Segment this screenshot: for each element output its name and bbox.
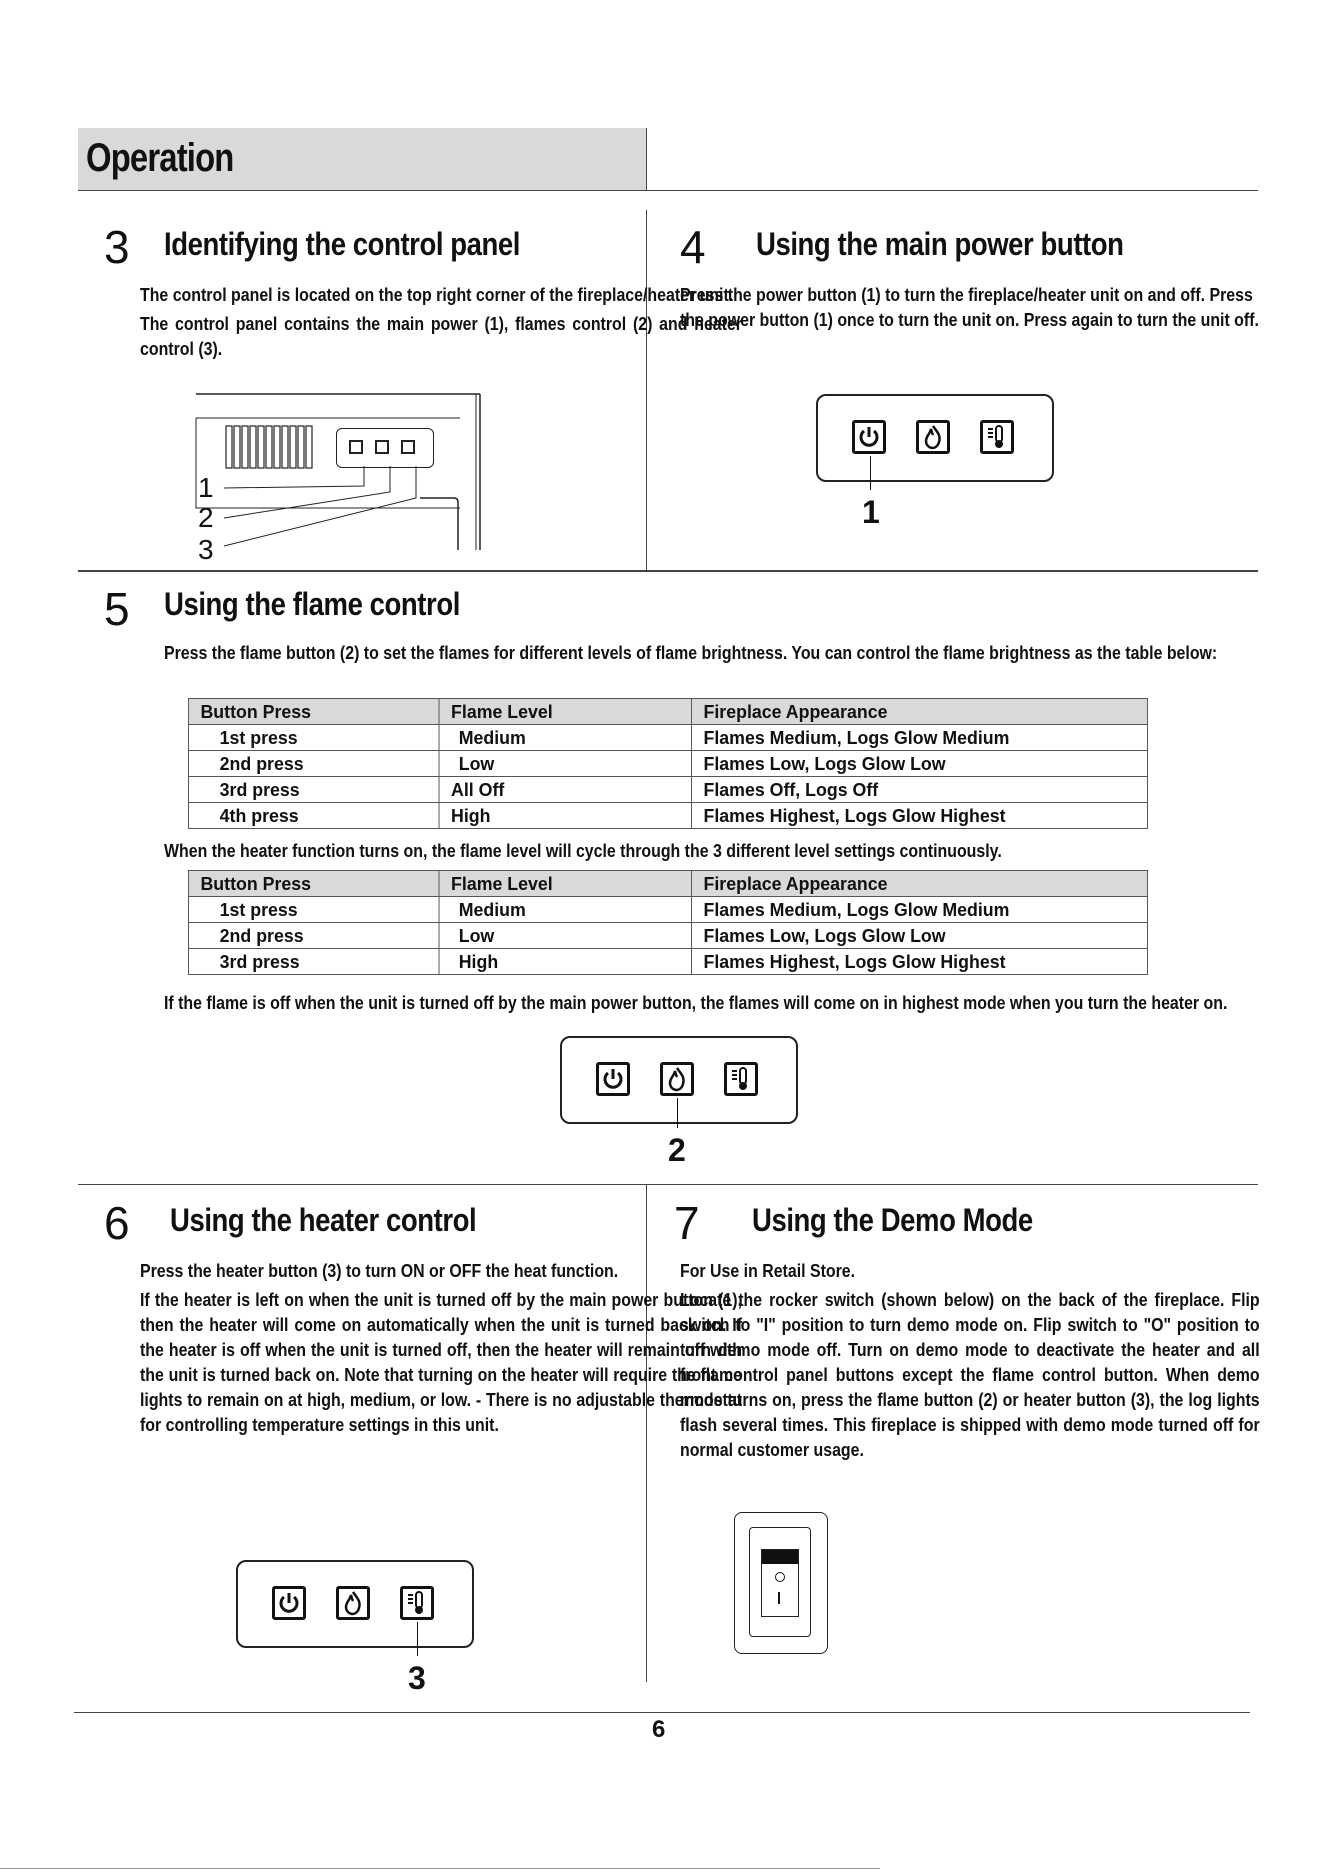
control-panel-s4 bbox=[816, 394, 1054, 482]
table-row bbox=[188, 725, 1147, 751]
section-number: 6 bbox=[104, 1197, 130, 1249]
flame-icon bbox=[336, 1586, 370, 1620]
flame-table-2 bbox=[188, 870, 1148, 975]
table-cell: High bbox=[439, 803, 691, 829]
rocker-o-mark bbox=[775, 1572, 785, 1582]
callout-2: 2 bbox=[198, 502, 214, 533]
callout-3: 3 bbox=[198, 534, 214, 565]
control-panel-s5 bbox=[560, 1036, 798, 1124]
table-cell: Flames Medium, Logs Glow Medium bbox=[692, 897, 1148, 923]
table-header: Fireplace Appearance bbox=[692, 699, 1148, 725]
paragraph: Press the heater button (3) to turn ON or OFF the heat function. bbox=[140, 1260, 619, 1281]
table-row bbox=[188, 923, 1147, 949]
table-cell: High bbox=[439, 949, 691, 975]
header-rule bbox=[78, 190, 1258, 191]
section-title: Identifying the control panel bbox=[164, 226, 520, 262]
table-row bbox=[188, 803, 1147, 829]
paragraph: Locate the rocker switch (shown below) on the back of the fireplace. Flip switch to "I" position to turn demo mode on. Flip switch to "O" position to turn demo mode off. Turn on demo mode to deactivate the heater and all front control panel buttons except the flame control button. When demo mode turns on, press the flame button (2) or heater button (3), the log lights flash several times. This fireplace is shipped with demo mode turned off for normal customer usage. bbox=[680, 1289, 1260, 1460]
paragraph: The control panel is located on the top right corner of the fireplace/heater unit. bbox=[140, 284, 734, 305]
table-cell: 2nd press bbox=[188, 751, 439, 777]
power-icon bbox=[272, 1586, 306, 1620]
footer-rule bbox=[74, 1712, 1250, 1713]
section-rule-2 bbox=[78, 1184, 1258, 1185]
power-icon bbox=[852, 420, 886, 454]
section-title: Using the heater control bbox=[170, 1202, 477, 1238]
section-5-intro: Press the flame button (2) to set the flames for different levels of flame brightness. You can control the flame brightness as the table below: bbox=[164, 642, 1218, 663]
callout-leader bbox=[677, 1098, 678, 1128]
section-number: 3 bbox=[104, 221, 130, 273]
section-title: Using the flame control bbox=[164, 586, 460, 622]
section-number: 4 bbox=[680, 221, 706, 273]
table-header: Flame Level bbox=[439, 871, 691, 897]
table-cell: 1st press bbox=[188, 725, 439, 751]
page-edge-line bbox=[0, 1868, 880, 1869]
power-icon bbox=[596, 1062, 630, 1096]
column-divider-top bbox=[646, 210, 647, 570]
section-5-between: When the heater function turns on, the flame level will cycle through the 3 different level settings continuously. bbox=[164, 840, 1002, 861]
table-cell: 4th press bbox=[188, 803, 439, 829]
callout-2: 2 bbox=[668, 1132, 686, 1168]
section-title: Using the Demo Mode bbox=[752, 1202, 1033, 1238]
paragraph: The control panel contains the main power (1), flames control (2) and heater control (3). bbox=[140, 313, 742, 359]
table-cell: 1st press bbox=[188, 897, 439, 923]
page-header: Operation bbox=[86, 136, 234, 180]
table-cell: Flames Highest, Logs Glow Highest bbox=[692, 949, 1148, 975]
page-number: 6 bbox=[652, 1716, 666, 1743]
table-header: Flame Level bbox=[439, 699, 691, 725]
paragraph: If the heater is left on when the unit is turned off by the main power button (1), then the heater will come on automatically when the unit is turned back on. If the heater is off when the unit is turned off, then the heater will remain off with the unit is turned back on. Note that turning on the heater will require the flame lights to remain on at high, medium, or low. - There is no adjustable thermostat for controlling temperature settings in this unit. bbox=[140, 1289, 742, 1435]
rocker-shade bbox=[762, 1550, 798, 1564]
section-7-body bbox=[680, 1258, 1260, 1466]
table-row bbox=[188, 751, 1147, 777]
table-header: Button Press bbox=[188, 699, 439, 725]
table-cell: Flames Highest, Logs Glow Highest bbox=[692, 803, 1148, 829]
heater-icon bbox=[400, 1586, 434, 1620]
table-cell: Medium bbox=[439, 897, 691, 923]
header-divider bbox=[646, 128, 647, 190]
rocker-i-mark bbox=[778, 1592, 780, 1604]
table-row bbox=[188, 949, 1147, 975]
callout-leader bbox=[870, 456, 871, 490]
table-cell: Flames Low, Logs Glow Low bbox=[692, 923, 1148, 949]
control-panel-s6 bbox=[236, 1560, 474, 1648]
callout-3: 3 bbox=[408, 1660, 426, 1696]
table-cell: 2nd press bbox=[188, 923, 439, 949]
section-title: Using the main power button bbox=[756, 226, 1124, 262]
section-6-body bbox=[140, 1258, 742, 1441]
table-row bbox=[188, 777, 1147, 803]
section-3-body bbox=[140, 282, 742, 365]
table-row bbox=[188, 897, 1147, 923]
table-cell: 3rd press bbox=[188, 777, 439, 803]
table-header: Fireplace Appearance bbox=[692, 871, 1148, 897]
table-cell: Flames Off, Logs Off bbox=[692, 777, 1148, 803]
table-header: Button Press bbox=[188, 871, 439, 897]
flame-icon bbox=[916, 420, 950, 454]
section-4-body bbox=[680, 282, 1265, 336]
callout-leader bbox=[417, 1622, 418, 1656]
table-cell: Low bbox=[439, 923, 691, 949]
paragraph: Press the power button (1) to turn the fireplace/heater unit on and off. Press the power button (1) once to turn the unit on. Press again to turn the unit off. bbox=[680, 284, 1259, 330]
heater-icon bbox=[980, 420, 1014, 454]
callout-1: 1 bbox=[198, 472, 214, 503]
section-5-outro: If the flame is off when the unit is turned off by the main power button, the flames will come on in highest mode when you turn the heater on. bbox=[164, 992, 1228, 1013]
callout-leaders bbox=[200, 440, 440, 560]
table-cell: 3rd press bbox=[188, 949, 439, 975]
table-cell: Medium bbox=[439, 725, 691, 751]
flame-icon bbox=[660, 1062, 694, 1096]
rocker-switch-icon bbox=[734, 1512, 828, 1654]
table-cell: Flames Low, Logs Glow Low bbox=[692, 751, 1148, 777]
section-rule-1 bbox=[78, 570, 1258, 572]
paragraph: For Use in Retail Store. bbox=[680, 1260, 856, 1281]
table-cell: Low bbox=[439, 751, 691, 777]
switch-rocker bbox=[761, 1549, 799, 1617]
heater-icon bbox=[724, 1062, 758, 1096]
section-number: 7 bbox=[674, 1197, 700, 1249]
table-cell: Flames Medium, Logs Glow Medium bbox=[692, 725, 1148, 751]
section-number: 5 bbox=[104, 583, 130, 635]
flame-table-1 bbox=[188, 698, 1148, 829]
callout-1: 1 bbox=[862, 494, 880, 530]
table-cell: All Off bbox=[439, 777, 691, 803]
